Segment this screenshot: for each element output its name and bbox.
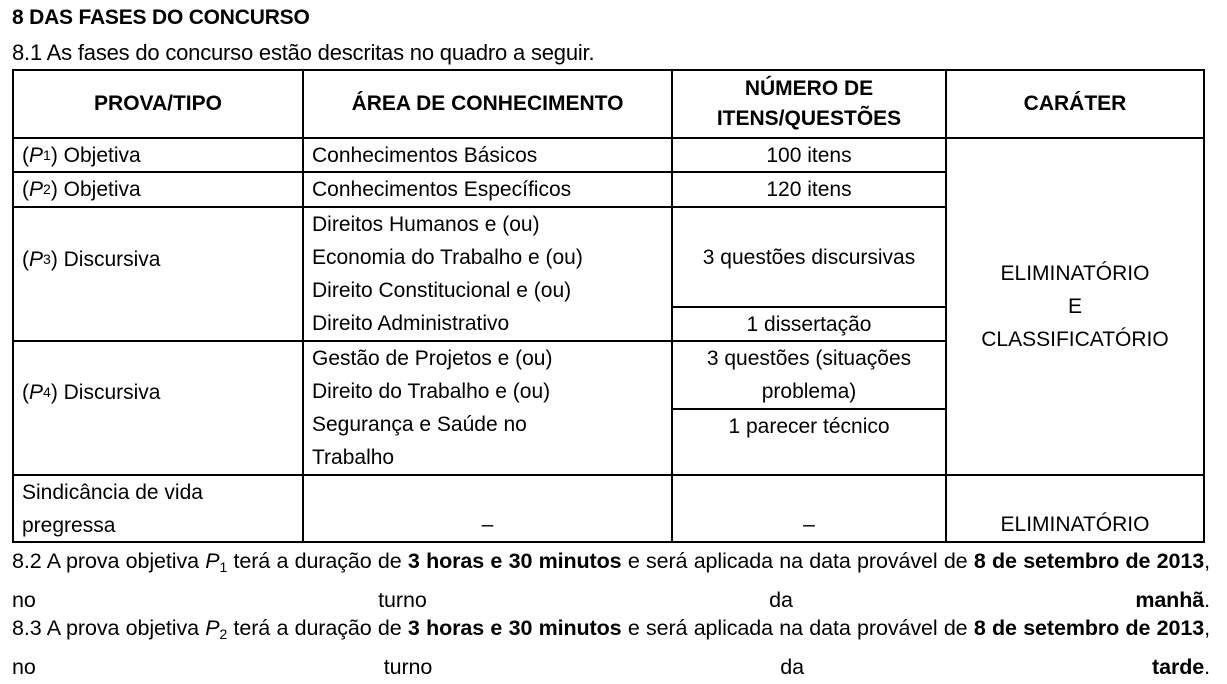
date-bold: 8 de setembro de 2013 [973,549,1205,573]
section-title: 8 DAS FASES DO CONCURSO [12,6,310,29]
header-area: ÁREA DE CONHECIMENTO [351,92,624,115]
table-row-p1-itens: 100 itens [766,143,852,167]
section-intro: 8.1 As fases do concurso estão descritas no quadro a seguir. [12,40,595,65]
header-numero [673,71,945,137]
table-row-p2-prova: ( P 2 ) Objetiva [22,178,141,201]
table-row-p2-itens: 120 itens [766,178,852,201]
table-row-p1-area: Conhecimentos Básicos [312,143,538,167]
table-row-p4-itens-extra: 1 parecer técnico [728,415,890,438]
header-numero-line2: ITENS/QUESTÕES [716,107,902,130]
table-row-p4-prova: ( P 4 ) Discursiva [22,380,161,404]
table-border-right [1203,69,1205,543]
carater-line1: ELIMINATÓRIO [1000,262,1150,285]
table-border-bottom [12,541,1205,543]
header-prova-tipo: PROVA/TIPO [94,92,222,115]
table-row-p4-itens: 3 questões (situações problema) [706,347,912,403]
carater-merged [947,139,1203,474]
paragraph-8-3: 8.3 A prova objetiva $P_2$ terá a duração de 3 horas e 30 minutos e será aplicada na data provável de 8 de setembro de 2013, no turno da tarde. [12,616,1210,679]
table-row-sindicancia-carater: ELIMINATÓRIO [1000,513,1150,536]
table-row-p2-area: Conhecimentos Específicos [312,178,572,201]
header-carater: CARÁTER [1023,92,1127,115]
table-row-p1-prova: ( P 1 ) Objetiva [22,143,141,167]
table-row-p3-itens-extra: 1 dissertação [746,312,872,336]
table-row-p3-itens: 3 questões discursivas [702,245,916,269]
carater-line3: CLASSIFICATÓRIO [981,328,1169,351]
table-row-p3-prova: ( P 3 ) Discursiva [22,247,161,271]
table-row-sindicancia-itens: – [803,513,815,536]
paragraph-8-2: 8.2 A prova objetiva $P_1$ terá a duração de 3 horas e 30 minutos e será aplicada na data provável de 8 de setembro de 2013, no turno da manhã. [12,549,1210,612]
carater-line2: E [1067,295,1082,318]
header-numero-line1: NÚMERO DE [744,77,874,100]
table-row-sindicancia-area: – [481,513,494,536]
date-bold: 8 de setembro de 2013 [973,616,1205,640]
table-row-p3-area: Direitos Humanos e (ou) Economia do Trabalho e (ou) Direito Constitucional e (ou) Direito Administrativo [312,213,583,335]
table-row-p4-area: Gestão de Projetos e (ou) Direito do Trabalho e (ou) Segurança e Saúde no Trabalho [312,347,553,469]
table-row-sindicancia-prova: Sindicância de vida pregressa [22,481,203,537]
